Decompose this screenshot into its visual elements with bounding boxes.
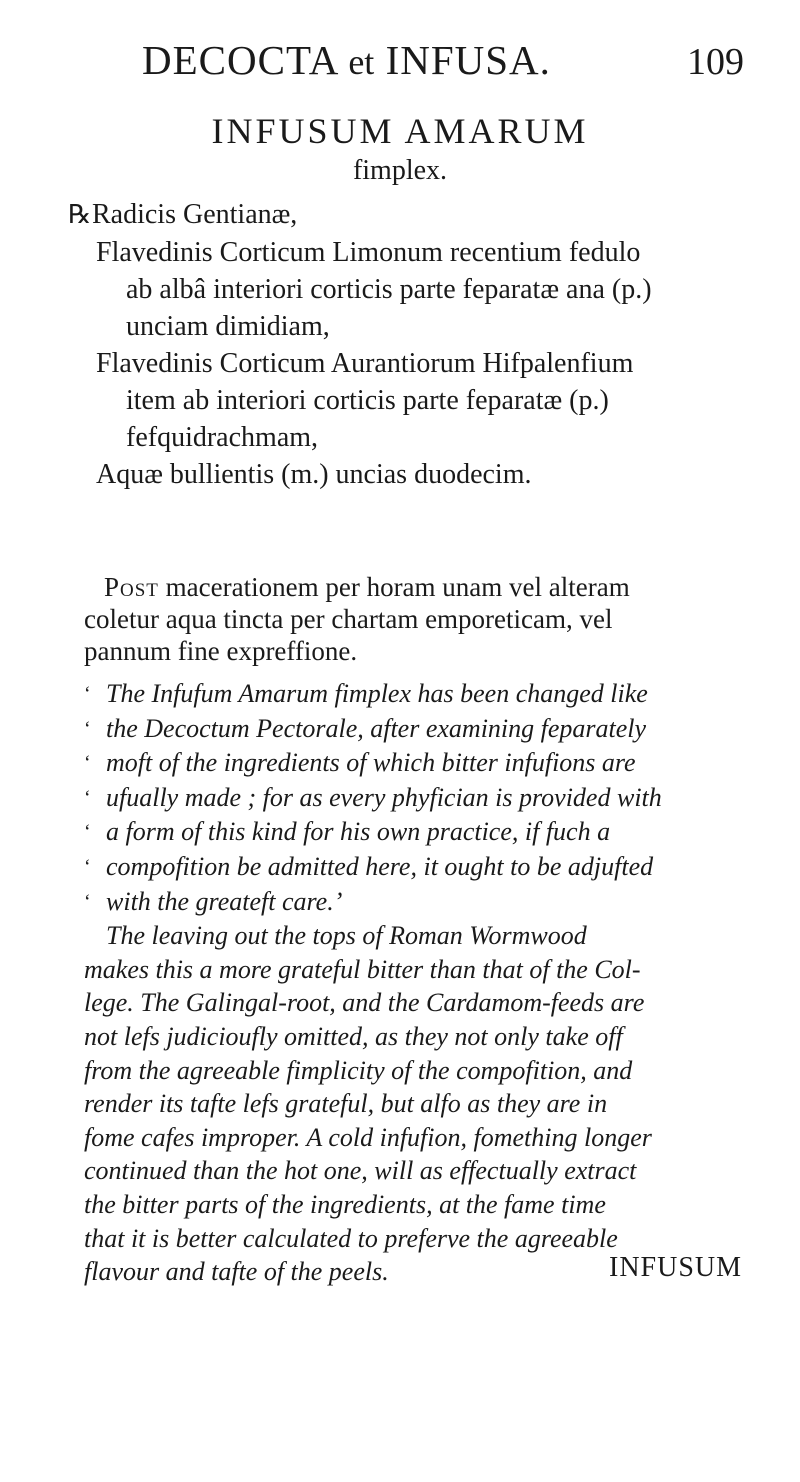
commentary-line [84,1020,784,1054]
directions-text: macerationem per horam unam vel alteram [158,572,630,602]
ingredient-text: Radicis Gentianæ, [92,199,298,230]
commentary-line [84,781,784,816]
running-title-et: et [348,42,375,82]
commentary-line [84,815,784,850]
commentary-text: The Infufum Amarum fimplex has been changed like [106,679,648,708]
ingredient-line [68,271,788,308]
ingredient-line [68,345,788,382]
recipe-rx-icon: ℞ [68,200,92,230]
directions-line [84,635,784,667]
ingredient-line [68,234,788,271]
commentary-text: not lefs judicioufly omitted, as they not only take off [84,1021,623,1051]
ingredient-line [68,196,788,234]
ingredient-text: unciam dimidiam, [126,311,330,342]
running-title-infusa: INFUSA. [385,37,551,83]
running-head [142,36,642,84]
directions-lead-word: Post [104,572,159,602]
ingredient-text: Aquæ bullientis (m.) uncias duodecim. [96,459,532,490]
commentary-text: moft of the ingredients of which bitter infufions are [106,748,636,778]
commentary-line [84,746,784,781]
commentary-text: lege. The Galingal-root, and the Cardamom-feeds are [84,988,645,1018]
commentary-text: The leaving out the tops of Roman Wormwood [106,921,587,951]
commentary-line [84,1188,784,1222]
commentary-line [84,953,784,987]
ingredient-line [68,419,788,456]
commentary-text: continued than the hot one, will as effectually extract [84,1156,637,1186]
commentary-text: ufually made ; for as every phyfician is provided with [106,782,662,812]
quote-mark: ‘ [84,683,91,705]
commentary-text: render its tafte lefs grateful, but alfo as they are in [84,1089,608,1119]
commentary-line [84,986,784,1020]
commentary-line [84,677,784,712]
commentary [84,677,784,1289]
commentary-line [84,919,784,953]
recipe-subtitle: fimplex. [352,155,448,186]
page-number: 109 [687,41,744,83]
commentary-text: a form of this kind for his own practice, if fuch a [106,817,611,847]
ingredient-text: item ab interiori corticis parte feparatæ (p.) [126,385,609,416]
commentary-text: that it is better calculated to preferve the agreeable [84,1223,618,1253]
quote-mark: ‘ [84,855,91,878]
commentary-line [84,712,784,747]
commentary-text: with the greateft care.’ [106,886,343,916]
running-title-decocta: DECOCTA [142,37,338,83]
directions-line [84,571,784,603]
ingredient-text: ab albâ interiori corticis parte feparatæ ana (p.) [126,274,652,305]
commentary-line [84,850,784,885]
catchword: INFUSUM [609,1252,743,1283]
ingredient-line [68,456,788,493]
quote-mark: ‘ [84,752,91,775]
commentary-text: the bitter parts of the ingredients, at the fame time [84,1189,606,1219]
quote-mark: ‘ [84,890,91,913]
commentary-text: compofition be admitted here, it ought to be adjufted [106,851,654,881]
commentary-line [84,885,784,920]
commentary-line [84,1121,784,1155]
commentary-line [84,1154,784,1188]
ingredient-text: Flavedinis Corticum Limonum recentium fedulo [96,237,641,268]
commentary-text: makes this a more grateful bitter than that of the Col- [84,954,641,984]
commentary-line [84,1222,784,1256]
recipe-title: INFUSUM AMARUM [211,111,589,151]
quote-mark: ‘ [84,821,91,844]
directions-text: coletur aqua tincta per chartam emporeticam, vel [84,604,613,634]
ingredient-line [68,308,788,345]
directions-text: pannum fine expreffione. [84,636,358,666]
quote-mark: ‘ [84,717,91,740]
commentary-text: the Decoctum Pectorale, after examining feparately [106,713,647,743]
commentary-line [84,1054,784,1088]
ingredient-text: Flavedinis Corticum Aurantiorum Hifpalenfium [96,348,634,379]
preparation-directions [84,571,784,667]
recipe-ingredients [68,196,788,493]
directions-line [84,603,784,635]
ingredient-line [68,382,788,419]
quote-mark: ‘ [84,786,91,809]
commentary-text: flavour and tafte of the peels. [84,1257,389,1287]
commentary-text: fome cafes improper. A cold infufion, fomething longer [84,1122,652,1152]
ingredient-text: fefquidrachmam, [126,422,319,453]
commentary-text: from the agreeable fimplicity of the compofition, and [84,1055,633,1085]
commentary-line [84,1087,784,1121]
